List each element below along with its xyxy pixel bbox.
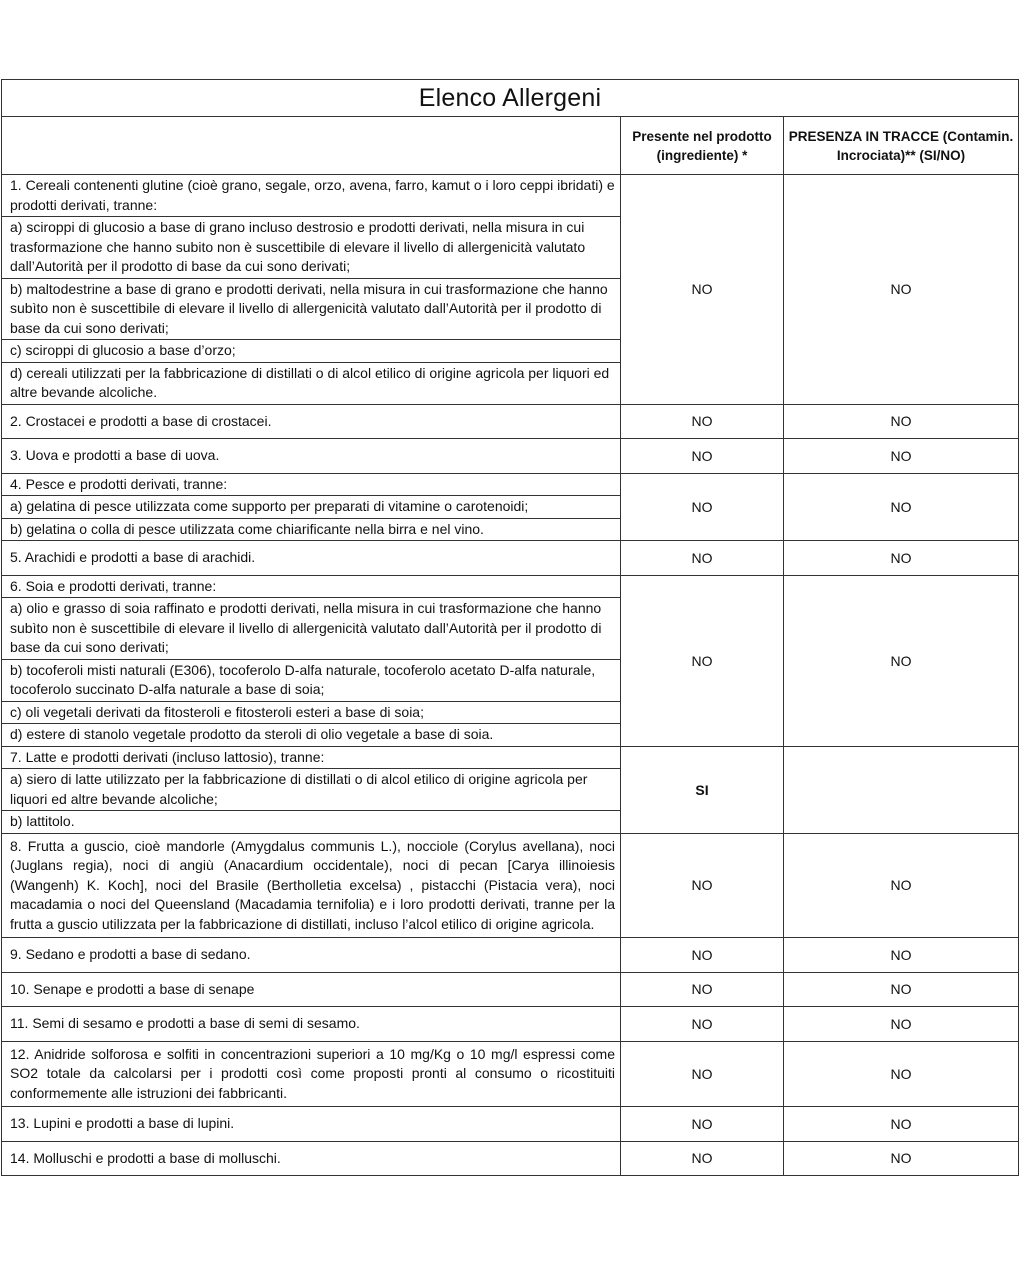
header-empty-cell xyxy=(2,117,621,175)
traces-value: NO xyxy=(784,833,1019,938)
presence-value: NO xyxy=(621,1107,784,1142)
allergen-table xyxy=(1,79,1019,1176)
allergen-row-eggs xyxy=(2,439,1019,474)
allergen-row-soy xyxy=(2,575,1019,746)
presence-value: NO xyxy=(621,541,784,576)
header-traces: PRESENZA IN TRACCE (Contamin. Incrociata)** (SI/NO) xyxy=(784,117,1019,175)
allergen-description xyxy=(2,175,621,405)
presence-value: NO xyxy=(621,175,784,405)
allergen-exception: b) gelatina o colla di pesce utilizzata come chiarificante nella birra e nel vino. xyxy=(10,520,484,537)
allergen-row-mustard xyxy=(2,972,1019,1007)
allergen-row-nuts xyxy=(2,833,1019,938)
allergen-row-molluscs xyxy=(2,1141,1019,1176)
allergen-exception: c) sciroppi di glucosio a base d’orzo; xyxy=(2,340,620,363)
presence-value: NO xyxy=(621,938,784,973)
presence-value: NO xyxy=(621,1041,784,1107)
table-title: Elenco Allergeni xyxy=(2,80,1019,117)
allergen-description xyxy=(2,938,621,973)
traces-value: NO xyxy=(784,938,1019,973)
allergen-description xyxy=(2,972,621,1007)
allergen-description xyxy=(2,1041,621,1107)
allergen-description xyxy=(2,473,621,541)
allergen-row-fish xyxy=(2,473,1019,541)
presence-value: NO xyxy=(621,473,784,541)
presence-value: NO xyxy=(621,833,784,938)
allergen-title: 4. Pesce e prodotti derivati, tranne: xyxy=(2,474,620,497)
allergen-row-cereals xyxy=(2,175,1019,405)
allergen-row-peanuts xyxy=(2,541,1019,576)
title-row xyxy=(2,80,1019,117)
traces-value: NO xyxy=(784,404,1019,439)
allergen-description xyxy=(2,1107,621,1142)
presence-value: SI xyxy=(621,746,784,833)
traces-value: NO xyxy=(784,1141,1019,1176)
allergen-description xyxy=(2,1141,621,1176)
allergen-exception: a) sciroppi di glucosio a base di grano incluso destrosio e prodotti derivati, nella misura in cui trasformazione che hanno subito non è suscettibile di elevare il livello di allergenicità valutato dall’Autorità per il prodotto di base da cui sono derivati; xyxy=(2,217,620,279)
allergen-title: 7. Latte e prodotti derivati (incluso lattosio), tranne: xyxy=(2,747,620,770)
traces-value: NO xyxy=(784,541,1019,576)
allergen-title: 2. Crostacei e prodotti a base di crostacei. xyxy=(10,412,272,429)
allergen-exception: a) siero di latte utilizzato per la fabbricazione di distillati o di alcol etilico di origine agricola per liquori ed altre bevande alcoliche; xyxy=(2,769,620,811)
allergen-row-lupins xyxy=(2,1107,1019,1142)
traces-value xyxy=(784,746,1019,833)
allergen-title: 10. Senape e prodotti a base di senape xyxy=(10,980,255,997)
allergen-exception: a) gelatina di pesce utilizzata come supporto per preparati di vitamine o carotenoidi; xyxy=(2,496,620,519)
allergen-title: 1. Cereali contenenti glutine (cioè grano, segale, orzo, avena, farro, kamut o i loro ceppi ibridati) e prodotti derivati, tranne: xyxy=(2,175,620,217)
allergen-description xyxy=(2,575,621,746)
allergen-description xyxy=(2,746,621,833)
allergen-title: 11. Semi di sesamo e prodotti a base di semi di sesamo. xyxy=(10,1015,360,1031)
traces-value: NO xyxy=(784,1107,1019,1142)
allergen-row-celery xyxy=(2,938,1019,973)
allergen-description xyxy=(2,541,621,576)
allergen-exception: b) lattitolo. xyxy=(10,813,75,829)
allergen-title: 8. Frutta a guscio, cioè mandorle (Amygdalus communis L.), nocciole (Corylus avellana), noci (Juglans regia), noci di angiù (Anacardium occidentale), noci di pecan [Carya illinoiesis (Wangenh) K. Koch], noci del Brasile (Bertholletia excelsa) , pistacchi (Pistacia vera), noci macadamia o noci del Queensland (Macadamia ternifolia) e i loro prodotti derivati, tranne per la frutta a guscio utilizzata per la fabbricazione di distillati, incluso l’alcol etilico di origine agricola. xyxy=(10,837,615,932)
allergen-description xyxy=(2,1007,621,1042)
traces-value: NO xyxy=(784,473,1019,541)
allergen-exception: d) cereali utilizzati per la fabbricazione di distillati o di alcol etilico di origine agricola per liquori ed altre bevande alcoliche. xyxy=(10,364,610,400)
allergen-row-crustaceans xyxy=(2,404,1019,439)
traces-value: NO xyxy=(784,575,1019,746)
allergen-row-sesame xyxy=(2,1007,1019,1042)
header-presence: Presente nel prodotto (ingrediente) * xyxy=(621,117,784,175)
allergen-exception: c) oli vegetali derivati da fitosteroli e fitosteroli esteri a base di soia; xyxy=(2,702,620,725)
traces-value: NO xyxy=(784,1007,1019,1042)
allergen-table-body xyxy=(2,80,1019,1176)
allergen-title: 14. Molluschi e prodotti a base di molluschi. xyxy=(10,1149,281,1166)
allergen-exception: b) maltodestrine a base di grano e prodotti derivati, nella misura in cui trasformazione che hanno subìto non è suscettibile di elevare il livello di allergenicità valutato dall’Autorità per il prodotto di base da cui sono derivati; xyxy=(2,279,620,341)
allergen-description xyxy=(2,439,621,474)
traces-value: NO xyxy=(784,1041,1019,1107)
allergen-exception: d) estere di stanolo vegetale prodotto da steroli di olio vegetale a base di soia. xyxy=(10,726,494,742)
allergen-exception: b) tocoferoli misti naturali (E306), tocoferolo D-alfa naturale, tocoferolo acetato D-alfa naturale, tocoferolo succinato D-alfa naturale a base di soia; xyxy=(2,660,620,702)
allergen-title: 9. Sedano e prodotti a base di sedano. xyxy=(10,946,251,962)
traces-value: NO xyxy=(784,439,1019,474)
allergen-title: 5. Arachidi e prodotti a base di arachidi. xyxy=(10,549,256,565)
presence-value: NO xyxy=(621,972,784,1007)
presence-value: NO xyxy=(621,404,784,439)
allergen-title: 13. Lupini e prodotti a base di lupini. xyxy=(10,1115,235,1131)
allergen-title: 12. Anidride solforosa e solfiti in concentrazioni superiori a 10 mg/Kg o 10 mg/l espressi come SO2 totale da calcolarsi per i prodotti così come proposti pronti al consumo o ricostituiti conformemente alle istruzioni dei fabbricanti. xyxy=(10,1045,615,1101)
allergen-exception: a) olio e grasso di soia raffinato e prodotti derivati, nella misura in cui trasformazione che hanno subìto non è suscettibile di elevare il livello di allergenicità valutato dall’Autorità per il prodotto di base da cui sono derivati; xyxy=(2,598,620,660)
allergen-row-sulphites xyxy=(2,1041,1019,1107)
allergen-row-milk xyxy=(2,746,1019,833)
traces-value: NO xyxy=(784,972,1019,1007)
presence-value: NO xyxy=(621,439,784,474)
header-row xyxy=(2,117,1019,175)
allergen-title: 3. Uova e prodotti a base di uova. xyxy=(10,447,220,463)
presence-value: NO xyxy=(621,1141,784,1176)
presence-value: NO xyxy=(621,1007,784,1042)
presence-value: NO xyxy=(621,575,784,746)
allergen-title: 6. Soia e prodotti derivati, tranne: xyxy=(2,576,620,599)
allergen-description xyxy=(2,404,621,439)
traces-value: NO xyxy=(784,175,1019,405)
allergen-description xyxy=(2,833,621,938)
